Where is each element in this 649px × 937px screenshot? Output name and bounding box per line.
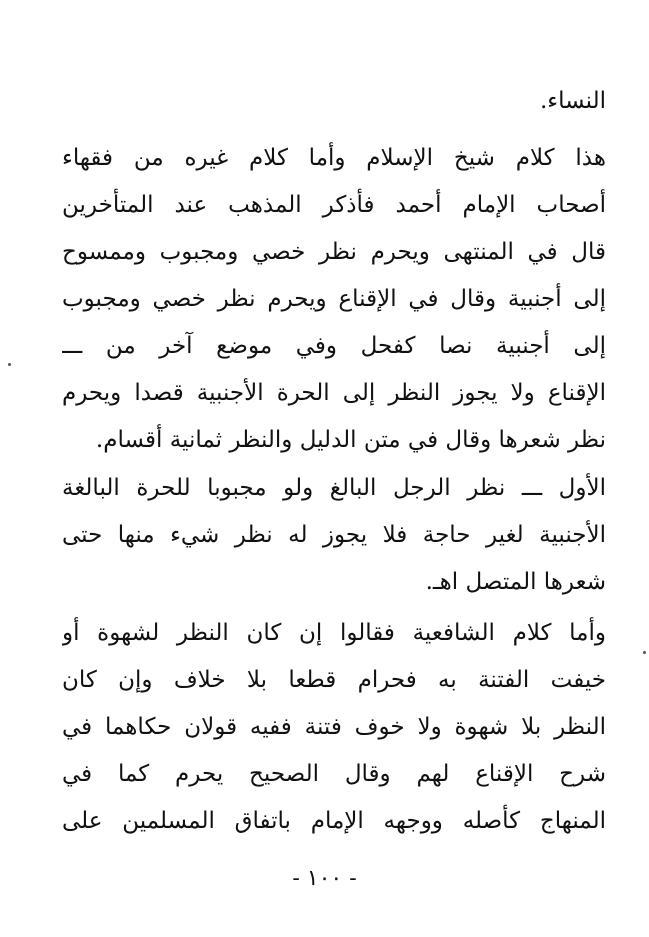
text-line: إلى أجنبية نصا كفحل وفي موضع آخر من ـــ: [62, 333, 606, 359]
text-line: المنهاج كأصله ووجهه الإمام باتفاق المسلمين على: [62, 808, 606, 834]
text-line: الأول ـــ نظر الرجل البالغ ولو مجبوبا للحرة البالغة: [62, 475, 606, 501]
scan-speck: [643, 651, 646, 654]
text-line: نظر شعرها وقال في متن الدليل والنظر ثمانية أقسام.: [95, 427, 606, 453]
text-line: إلى أجنبية وقال في الإقناع ويحرم نظر خصي ومجبوب: [62, 286, 606, 312]
paragraph-1: [62, 78, 606, 125]
text-line: أصحاب الإمام أحمد فأذكر المذهب عند المتأخرين: [62, 192, 606, 218]
text-line: شعرها المتصل اهـ.: [425, 569, 606, 595]
text-line: قال في المنتهى ويحرم نظر خصي ومجبوب وممسوح: [62, 239, 606, 265]
text-line: شرح الإقناع لهم وقال الصحيح يحرم كما في: [62, 761, 606, 787]
text-line: هذا كلام شيخ الإسلام وأما كلام غيره من فقهاء: [62, 145, 606, 171]
text-line: وأما كلام الشافعية فقالوا إن كان النظر لشهوة أو: [62, 620, 606, 646]
text-line: النظر بلا شهوة ولا خوف فتنة ففيه قولان حكاهما في: [62, 714, 606, 740]
paragraph-3: [62, 465, 606, 606]
text-line: الإقناع ولا يجوز النظر إلى الحرة الأجنبية قصدا ويحرم: [62, 380, 606, 406]
paragraph-4: [62, 610, 606, 845]
page-number: - ١٠٠ -: [292, 866, 357, 891]
text-line: خيفت الفتنة به فحرام قطعا بلا خلاف وإن كان: [62, 667, 606, 693]
scan-speck: [8, 363, 11, 366]
text-line: النساء.: [540, 88, 606, 114]
paragraph-2: [62, 135, 606, 464]
text-line: الأجنبية لغير حاجة فلا يجوز له نظر شيء منها حتى: [62, 522, 606, 548]
